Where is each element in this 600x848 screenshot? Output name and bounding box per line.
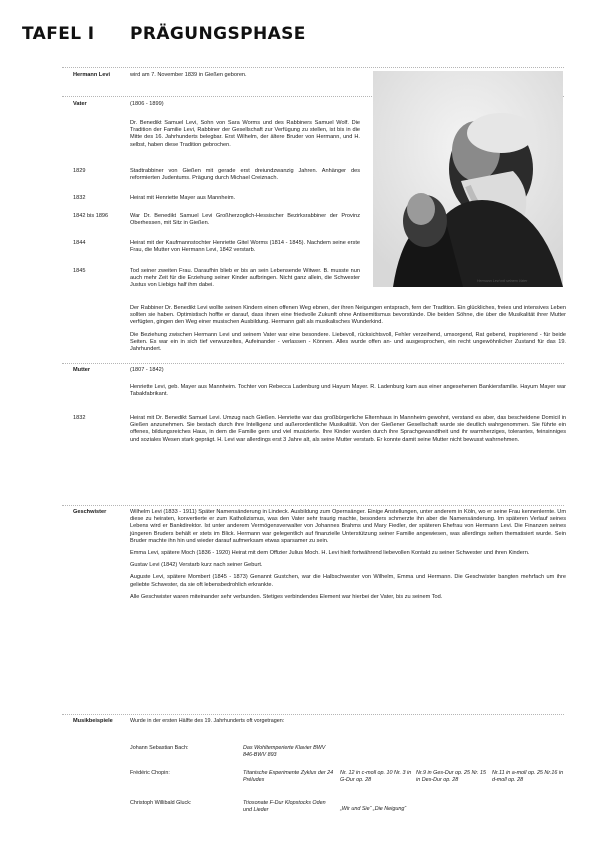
label-vater: Vater [73, 101, 87, 107]
label-geschwister: Geschwister [73, 509, 107, 515]
portrait-photo [373, 71, 563, 287]
vater-paragraph-2: Die Beziehung zwischen Hermann Levi und seinem Vater war eine besondere. Liebevoll, rücksichtsvoll, Fehler verzeihend, umsorgend, Rat gebend, inspirierend - für beide Seiten. Es war ein in sich tief verwurzeltes, Aufeinander - verlassen - Können. Alles wurde offen an- und ausgesprochen, ein recht ungewöhnlicher Zustand für das 19. Jahrhundert. [130, 331, 566, 353]
vater-intro: Dr. Benedikt Samuel Levi, Sohn von Sara Worms und des Rabbiners Samuel Wolf. Die Tradition der Familie Levi, Rabbiner der Gesellschaft zur Verfügung zu stellen, ist bis in die Mitte des 16. Jahrhunderts belegbar. Erst Wilhelm, der ältere Bruder von Hermann, und H. selbst, haben diese Tradition gebrochen. [130, 120, 360, 148]
year-1832-mutter: 1832 [73, 415, 86, 421]
vater-paragraphs [130, 305, 566, 358]
siblings-closing: Alle Geschwister waren miteinander sehr verbunden. Stetiges verbindendes Element war hierbei der Vater, bis zu seinem Tod. [130, 593, 443, 600]
photo-caption: Hermann Levi mit seinem Vater [477, 279, 528, 283]
year-1829: 1829 [73, 168, 86, 174]
birth-text: wird am 7. November 1839 in Gießen geboren. [130, 72, 247, 78]
label-hermann-levi: Hermann Levi [73, 72, 110, 78]
vater-paragraph-1: Der Rabbiner Dr. Benedikt Levi wollte seinen Kindern einen offenen Weg ebnen, der ihren Neigungen entsprach, fern der Tradition. Ein glückliches, freies und intensives Leben sollten sie haben. Optimistisch hoffte er darauf, dass ihnen eine friedvolle Zukunft ohne Antisemitismus bevorstünde. Die beiden Söhne, die über die Musikalität ihrer Mutter verfügten, gingen den Weg einer musischen Ausbildung. Hermann galt als musikalisches Wunderkind. [130, 305, 566, 326]
musik-intro: Wurde in der ersten Hälfte des 19. Jahrhunderts oft vorgetragen: [130, 718, 285, 724]
composer-gluck: Christoph Willibald Gluck: [130, 800, 192, 806]
portrait-image [373, 71, 563, 287]
year-1832: 1832 [73, 195, 86, 201]
divider [62, 67, 564, 68]
chopin-preludes-col2: Nr.9 in Ges-Dur op. 25 Nr. 15 in Des-Dur op. 28 [416, 770, 487, 783]
vater-entry: Heirat mit der Kaufmannstochter Henriette Gitel Worms (1814 - 1845). Nachdem seine erste Frau, die Mutter von Hermann Levi, 1842 verstarb. [130, 240, 360, 254]
sibling-wilhelm: Wilhelm Levi (1833 - 1911) Später Namensänderung in Lindeck. Ausbildung zum Opernsänger. Einige Anstellungen, unter anderem in Köln, wo er seine Frau kennenlernte. Um diese zu heiraten, konvertierte er zum Katholizismus, was den Vater sehr traurig machte, besonders schmerzte ihn aber die Namensänderung. Im späteren Verlauf seines Lebens wird er Bankdirektor. Ist unter anderem Vermögensverwalter von Johannes Brahms und Mary Fiedler, der späteren Ehefrau von Hermann Levi. Die Finanzen seines jüngeren Bruders behält er stets im Blick. Hermann war gelegentlich auf finanzielle Unterstützung seiner Familie angewiesen, was allerdings selten thematisiert wurde. Sein Bruder machte ihn hin und wieder darauf aufmerksam etwas sparsamer zu sein. [130, 509, 566, 544]
vater-entry: War Dr. Benedikt Samuel Levi Großherzoglich-Hessischer Bezirksrabbiner der Provinz Oberhessen, mit Sitz in Gießen. [130, 213, 360, 227]
mutter-intro: Henriette Levi, geb. Mayer aus Mannheim. Tochter von Rebecca Ladenburg und Hayum Mayer. R. Ladenburg kam aus einer angesehenen Bankiersfamilie. Hayum Mayer war Tabakfabrikant. [130, 384, 566, 398]
page-title: PRÄGUNGSPHASE [130, 24, 306, 44]
chopin-preludes-col1: Nr. 12 in c-moll op. 10 Nr. 3 in G-Dur op. 28 [340, 770, 412, 783]
composer-bach: Johann Sebastian Bach: [130, 745, 189, 751]
geschwister-text [130, 509, 566, 606]
divider [62, 505, 564, 506]
vater-entry: Tod seiner zweiten Frau. Daraufhin blieb er bis an sein Lebensende Witwer. B. musste nun auch mehr Zeit für die Erziehung seiner Kinder aufbringen. Nicht ganz allein, die Schwester Justus von Liebigs half ihm dabei. [130, 268, 360, 289]
page-label: TAFEL I [22, 24, 95, 44]
composer-chopin: Frédéric Chopin: [130, 770, 170, 776]
gluck-songs: „Wir und Sie“ „Die Neigung“ [340, 806, 407, 812]
works-bach: Das Wohltemperierte Klavier BWV 846-BWV 893 [243, 745, 326, 758]
vater-entry: Stadtrabbiner von Gießen mit gerade erst dreiundzwanzig Jahren. Anhänger des reformierten Judentums. Prägung durch Michael Creiznach. [130, 168, 360, 182]
mutter-text: Heirat mit Dr. Benedikt Samuel Levi. Umzug nach Gießen. Henriette war das großbürgerliche Elternhaus in Mannheim gewohnt, verstand es aber, das bescheidene Domicil in Gießen anzunehmen. Sie bestach durch ihre Intelligenz und außerordentliche Musikalität. Von der Gießener Gesellschaft wurde sie deutlich wahrgenommen. Sie führte ein offenes, bildungsreiches Haus, in dem die Familie gern und viel musizierte. Ihre Kinder wurden durch ihre Sprachgewandtheit und ihr warmherziges, tolerantes, feinsinniges und soziales Wesen stark geprägt. H. Levi war allerdings erst 3 Jahre alt, als seine Mutter verstarb. Er konnte damit seine Mutter nicht bewusst wahrnehmen. [130, 415, 566, 443]
sibling-auguste: Auguste Levi, spätere Mombert (1845 - 1873) Genannt Gustchen, war die Halbschwester von Wilhelm, Emma und Hermann. Die Geschwister bangten mehrfach um ihre geliebte Schwester, da sie oft lebensbedrohlich erkrankte. [130, 574, 566, 588]
divider [62, 714, 564, 715]
works-gluck: Triosonate F-Dur Klopstocks Oden und Lieder [243, 800, 326, 813]
works-chopin: Titanische Experimente Zyklus der 24 Préludes [243, 770, 334, 783]
vater-entry: Heirat mit Henriette Mayer aus Mannheim. [130, 195, 236, 201]
year-1842-1896: 1842 bis 1896 [73, 213, 109, 219]
sibling-emma: Emma Levi, spätere Moch (1836 - 1920) Heirat mit dem Offizier Julius Moch. H. Levi hielt fortwährend liebevollen Kontakt zu seiner Schwester und ihren Kindern. [130, 550, 530, 557]
vater-dates: (1806 - 1899) [130, 101, 164, 107]
divider [62, 363, 564, 364]
year-1845: 1845 [73, 268, 86, 274]
sibling-gustav: Gustav Levi (1842) Verstarb kurz nach seiner Geburt. [130, 562, 263, 569]
chopin-preludes-col3: Nr.11 in a-moll op. 25 Nr.16 in d-moll op. 28 [492, 770, 564, 783]
label-mutter: Mutter [73, 367, 91, 373]
mutter-dates: (1807 - 1842) [130, 367, 164, 373]
year-1844: 1844 [73, 240, 86, 246]
label-musikbeispiele: Musikbeispiele [73, 718, 113, 724]
